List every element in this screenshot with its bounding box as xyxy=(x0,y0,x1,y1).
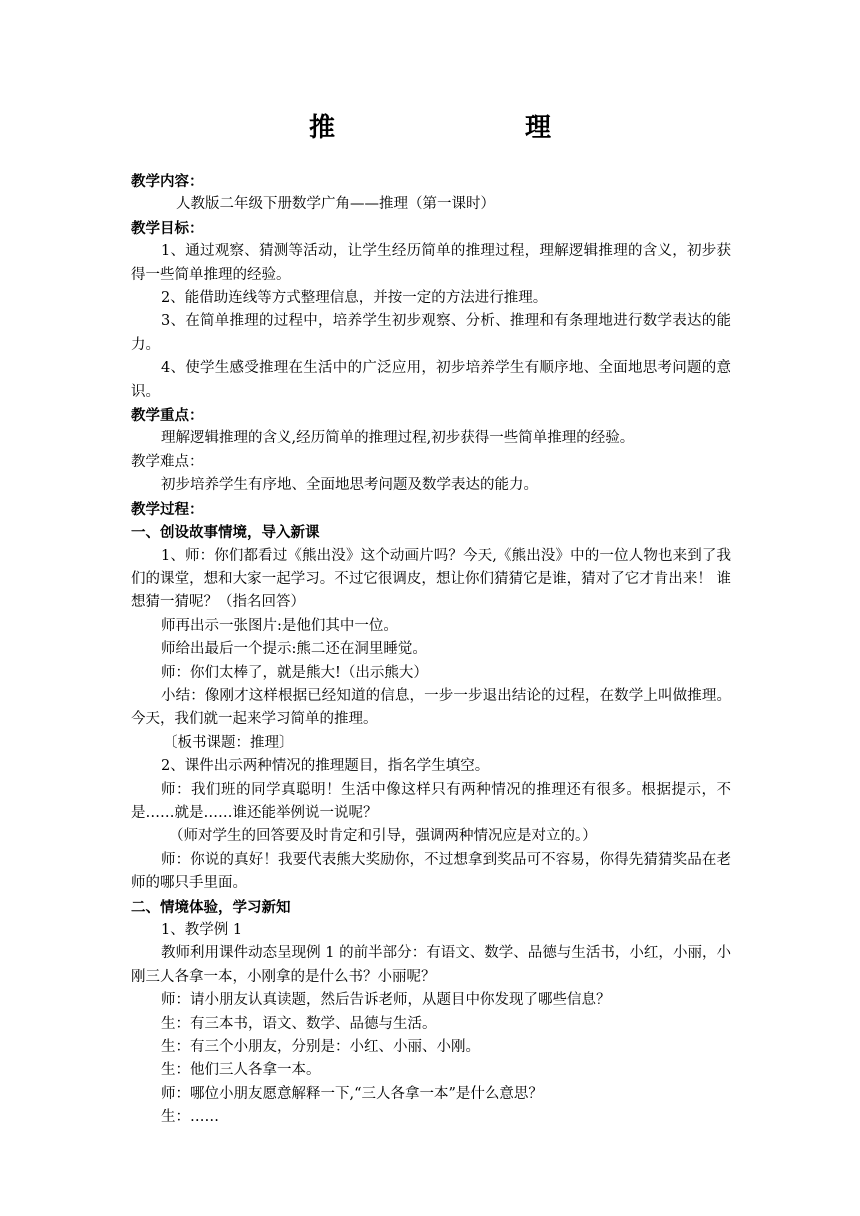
heading-key-points: 教学重点： xyxy=(131,407,204,425)
paragraph: 〔板书课题：推理〕 xyxy=(163,734,294,751)
paragraph: 人教版二年级下册数学广角——推理（第一课时） xyxy=(176,196,495,213)
paragraph: （师对学生的回答要及时肯定和引导，强调两种情况应是对立的。） xyxy=(169,828,597,845)
paragraph: 3、在简单推理的过程中，培养学生初步观察、分析、推理和有条理地进行数学表达的能力。 xyxy=(131,313,731,353)
paragraph: 初步培养学生有序地、全面地思考问题及数学表达的能力。 xyxy=(161,477,538,494)
paragraph: 4、使学生感受推理在生活中的广泛应用，初步培养学生有顺序地、全面地思考问题的意识。 xyxy=(131,360,731,400)
heading-difficulties: 教学难点： xyxy=(131,453,204,470)
section-heading-1: 一、创设故事情境，导入新课 xyxy=(131,524,320,542)
paragraph: 师：我们班的同学真聪明！生活中像这样只有两种情况的推理还有很多。根据提示，不是……就是……谁还能举例说一说呢？ xyxy=(131,781,731,821)
paragraph: 2、课件出示两种情况的推理题目，指名学生填空。 xyxy=(161,758,490,775)
paragraph: 师再出示一张图片:是他们其中一位。 xyxy=(161,617,398,634)
paragraph: 理解逻辑推理的含义,经历简单的推理过程,初步获得一些简单推理的经验。 xyxy=(161,430,635,447)
paragraph: 生：有三个小朋友，分别是：小红、小丽、小刚。 xyxy=(161,1039,480,1056)
paragraph: 1、师：你们都看过《熊出没》这个动画片吗？今天,《熊出没》中的一位人物也来到了我们的课堂，想和大家一起学习。不过它很调皮，想让你们猜猜它是谁，猜对了它才肯出来！ 谁想猜一猜呢？（指名回答） xyxy=(131,547,731,611)
paragraph: 师：你说的真好！我要代表熊大奖励你，不过想拿到奖品可不容易，你得先猜猜奖品在老师的哪只手里面。 xyxy=(131,851,731,892)
paragraph: 师：请小朋友认真读题，然后告诉老师，从题目中你发现了哪些信息？ xyxy=(161,992,611,1009)
document-title: 推 理 xyxy=(308,113,597,143)
paragraph: 师：你们太棒了，就是熊大!（出示熊大） xyxy=(161,664,428,681)
heading-content: 教学内容： xyxy=(131,173,204,190)
paragraph: 师：哪位小朋友愿意解释一下,“三人各拿一本”是什么意思？ xyxy=(161,1085,543,1102)
paragraph: 师给出最后一个提示:熊二还在洞里睡觉。 xyxy=(161,641,427,658)
section-heading-2: 二、情境体验，学习新知 xyxy=(131,898,291,916)
paragraph: 教师利用课件动态呈现例 1 的前半部分：有语文、数学、品德与生活书，小红，小丽，小刚三人各拿一本，小刚拿的是什么书？小丽呢？ xyxy=(131,945,731,985)
paragraph: 1、通过观察、猜测等活动，让学生经历简单的推理过程，理解逻辑推理的含义，初步获得一些简单推理的经验。 xyxy=(131,243,731,283)
document-body xyxy=(131,170,731,1130)
heading-process: 教学过程： xyxy=(131,500,204,518)
paragraph: 2、能借助连线等方式整理信息，并按一定的方法进行推理。 xyxy=(161,290,548,307)
paragraph: 小结：像刚才这样根据已经知道的信息，一步一步退出结论的过程，在数学上叫做推理。今天，我们就一起来学习简单的推理。 xyxy=(131,687,731,728)
paragraph: 生：…… xyxy=(161,1109,219,1126)
paragraph: 生：有三本书，语文、数学、品德与生活。 xyxy=(161,1015,437,1032)
heading-objectives: 教学目标： xyxy=(131,219,204,237)
paragraph: 1、教学例 1 xyxy=(161,922,243,938)
paragraph: 生：他们三人各拿一本。 xyxy=(161,1062,321,1079)
